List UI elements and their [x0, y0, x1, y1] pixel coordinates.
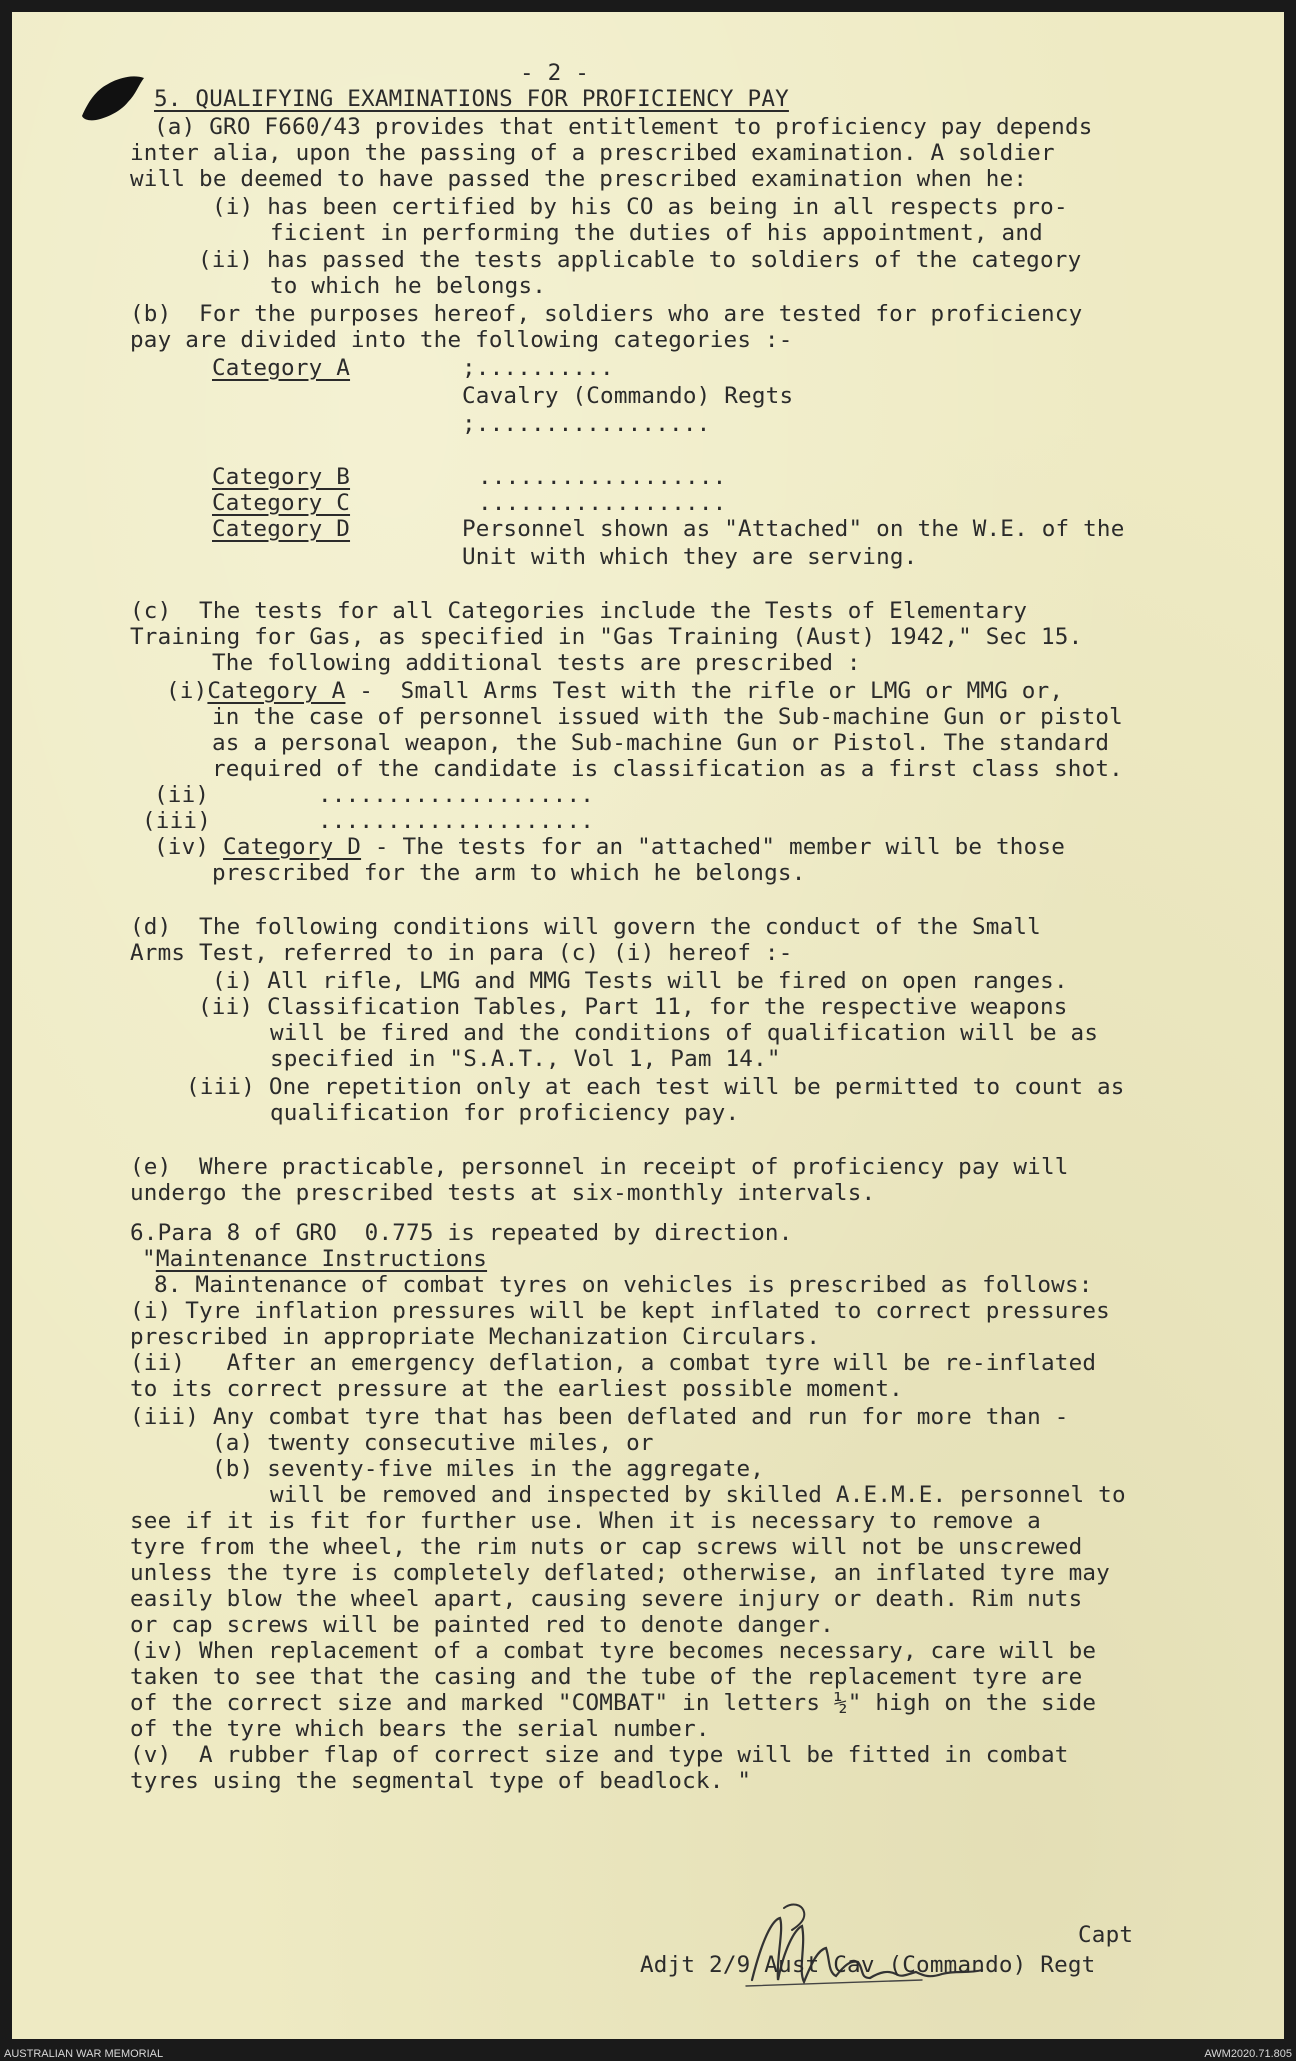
text-line: (b) seventy-five miles in the aggregate, [212, 1456, 765, 1482]
text-line: (i) Tyre inflation pressures will be kept inflated to correct pressures [130, 1298, 1110, 1324]
handwritten-signature [732, 1900, 1092, 2000]
text-line: of the correct size and marked "COMBAT" in letters ½" high on the side [130, 1690, 1097, 1716]
text-line: (a) GRO F660/43 provides that entitlement to proficiency pay depends [154, 114, 1093, 140]
text-line: will be deemed to have passed the prescribed examination when he: [130, 166, 1028, 192]
category-c-label: Category C [212, 490, 351, 516]
category-a-label: Category A [212, 355, 351, 381]
text-line: taken to see that the casing and the tube of the replacement tyre are [130, 1664, 1083, 1690]
text-line: (i) All rifle, LMG and MMG Tests will be fired on open ranges. [212, 968, 1068, 994]
text-line: "Maintenance Instructions [142, 1246, 488, 1272]
text-line: (c) The tests for all Categories include the Tests of Elementary [130, 598, 1028, 624]
section-heading: 5. QUALIFYING EXAMINATIONS FOR PROFICIENCY PAY [154, 86, 789, 112]
text-line: .................... [318, 782, 595, 808]
category-d-label: Category D [212, 516, 351, 542]
text-line: (v) A rubber flap of correct size and type will be fitted in combat [130, 1742, 1069, 1768]
text-line: (ii) After an emergency deflation, a combat tyre will be re-inflated [130, 1350, 1097, 1376]
text-line: (e) Where practicable, personnel in receipt of proficiency pay will [130, 1154, 1069, 1180]
text-line: easily blow the wheel apart, causing severe injury or death. Rim nuts [130, 1586, 1083, 1612]
text-line: (b) For the purposes hereof, soldiers who are tested for proficiency [130, 301, 1083, 327]
category-b-value: .................. [478, 464, 727, 490]
text-line: (iii) Any combat tyre that has been deflated and run for more than - [130, 1404, 1069, 1430]
text-line: see if it is fit for further use. When it is necessary to remove a [130, 1508, 1041, 1534]
category-d-value: Personnel shown as "Attached" on the W.E. of the [462, 516, 1125, 542]
text-line: in the case of personnel issued with the Sub-machine Gun or pistol [212, 704, 1123, 730]
text-line: (a) twenty consecutive miles, or [212, 1430, 654, 1456]
text-line: tyre from the wheel, the rim nuts or cap screws will not be unscrewed [130, 1534, 1083, 1560]
text-line: (ii) Classification Tables, Part 11, for the respective weapons [198, 994, 1068, 1020]
text-line: pay are divided into the following categories :- [130, 327, 793, 353]
text-line: undergo the prescribed tests at six-monthly intervals. [130, 1180, 876, 1206]
category-a-value: Cavalry (Commando) Regts [462, 383, 794, 409]
text-line: as a personal weapon, the Sub-machine Gun or Pistol. The standard [212, 730, 1110, 756]
category-b-label: Category B [212, 464, 351, 490]
text-line: unless the tyre is completely deflated; otherwise, an inflated tyre may [130, 1560, 1110, 1586]
document-page [12, 12, 1284, 2039]
text-line: will be removed and inspected by skilled A.E.M.E. personnel to [270, 1482, 1126, 1508]
category-d-value: Unit with which they are serving. [462, 544, 918, 570]
category-a-value: ;.......... [462, 355, 614, 381]
text-line: (iii) [142, 808, 212, 834]
text-line: The following additional tests are prescribed : [212, 650, 861, 676]
text-line: ficient in performing the duties of his appointment, and [270, 220, 1043, 246]
footer-right: AWM2020.71.805 [1204, 2048, 1292, 2060]
text-line: (ii) has passed the tests applicable to soldiers of the category [198, 247, 1082, 273]
text-line: required of the candidate is classification as a first class shot. [212, 756, 1123, 782]
page-number: - 2 - [520, 60, 590, 86]
signature-rank: Capt [1078, 1922, 1134, 1948]
text-line: 6.Para 8 of GRO 0.775 is repeated by direction. [130, 1220, 793, 1246]
text-line: (iv) Category D - The tests for an "attached" member will be those [154, 834, 1065, 860]
text-line: or cap screws will be painted red to denote danger. [130, 1612, 834, 1638]
text-line: Arms Test, referred to in para (c) (i) hereof :- [130, 940, 793, 966]
text-line: prescribed in appropriate Mechanization Circulars. [130, 1324, 821, 1350]
text-line: specified in "S.A.T., Vol 1, Pam 14." [270, 1046, 781, 1072]
category-a-value: ;................. [462, 411, 711, 437]
text-line: (iv) When replacement of a combat tyre becomes necessary, care will be [130, 1638, 1097, 1664]
text-line: (d) The following conditions will govern the conduct of the Small [130, 914, 1041, 940]
text-line: .................... [318, 808, 595, 834]
text-line: Training for Gas, as specified in "Gas Training (Aust) 1942," Sec 15. [130, 624, 1083, 650]
text-line: 8. Maintenance of combat tyres on vehicles is prescribed as follows: [154, 1272, 1093, 1298]
text-line: prescribed for the arm to which he belongs. [212, 860, 806, 886]
category-c-value: .................. [478, 490, 727, 516]
text-line: (i) has been certified by his CO as being in all respects pro- [212, 194, 1068, 220]
text-line: to which he belongs. [270, 273, 547, 299]
text-line: (iii) One repetition only at each test will be permitted to count as [186, 1074, 1125, 1100]
text-line: to its correct pressure at the earliest possible moment. [130, 1376, 903, 1402]
text-line: will be fired and the conditions of qualification will be as [270, 1020, 1099, 1046]
text-line: qualification for proficiency pay. [270, 1100, 740, 1126]
text-line: tyres using the segmental type of beadlock. " [130, 1768, 752, 1794]
signature-appointment: Adjt 2/9 Aust Cav (Commando) Regt [640, 1952, 1096, 1978]
text-line: of the tyre which bears the serial number. [130, 1716, 710, 1742]
text-line: (i)Category A - Small Arms Test with the rifle or LMG or MMG or, [166, 678, 1064, 704]
text-line: inter alia, upon the passing of a prescribed examination. A soldier [130, 140, 1055, 166]
footer-left: AUSTRALIAN WAR MEMORIAL [4, 2048, 164, 2060]
ink-blot [78, 72, 148, 122]
text-line: (ii) [154, 782, 210, 808]
